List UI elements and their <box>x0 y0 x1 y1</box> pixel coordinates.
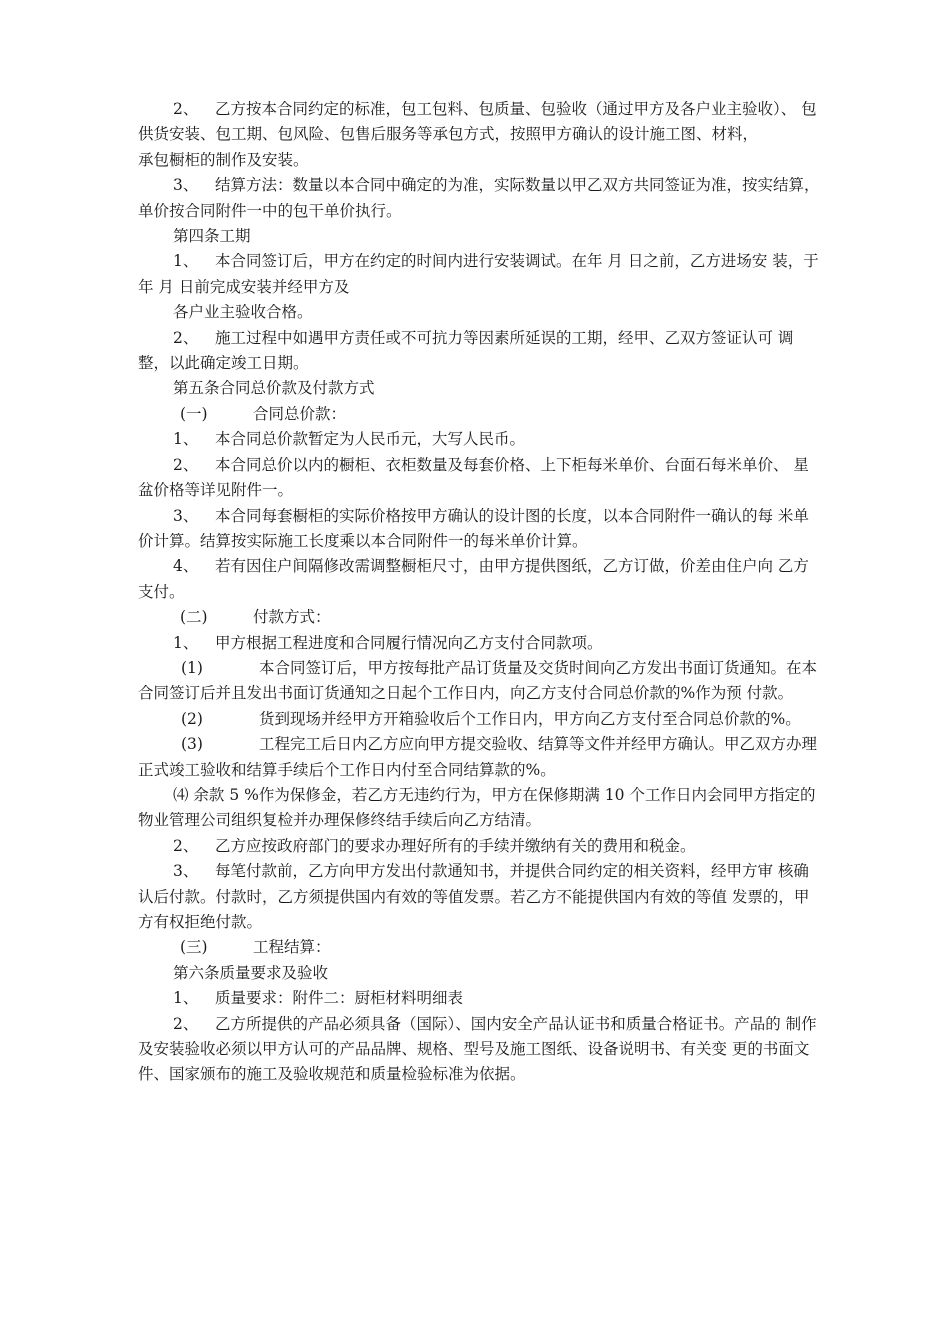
subsection-title: 付款方式： <box>253 608 331 627</box>
item-number: 2、 <box>173 100 199 118</box>
item-number: 1、 <box>173 633 199 652</box>
item-number: 1、 <box>173 989 199 1008</box>
paragraph-text: 工程完工后日内乙方应向甲方提交验收、结算等文件并经甲方确认。甲乙双方办理 正式竣工验收和结算手续后个工作日内付至合同结算款的%。 <box>138 735 818 779</box>
item-number: 3、 <box>173 506 199 525</box>
paragraph <box>138 453 824 504</box>
paragraph-text: 若有因住户间隔修改需调整橱柜尺寸，由甲方提供图纸，乙方订做，价差由住户向 乙方支付。 <box>138 557 809 601</box>
paragraph <box>138 504 824 555</box>
subsection-heading <box>138 605 824 630</box>
item-number: 4、 <box>173 557 199 576</box>
paragraph-text: 承包橱柜的制作及安装。 <box>138 150 309 169</box>
paragraph-text: 各户业主验收合格。 <box>173 303 313 322</box>
paragraph <box>138 656 824 707</box>
section-heading: 第六条质量要求及验收 <box>173 963 329 982</box>
section-heading: 第四条工期 <box>173 227 251 246</box>
subsection-heading <box>138 402 824 427</box>
subsection-number: (一) <box>180 404 208 423</box>
paragraph <box>138 300 824 325</box>
item-number: 3、 <box>173 862 199 881</box>
paragraph <box>138 834 824 859</box>
paragraph <box>138 427 824 452</box>
paragraph-text: 结算方法：数量以本合同中确定的为准，实际数量以甲乙双方共同签证为准，按实结算，单价按合同附件一中的包干单价执行。 <box>138 176 820 220</box>
item-number: 3、 <box>173 176 199 195</box>
subsection-heading <box>138 935 824 960</box>
paragraph <box>138 249 824 300</box>
item-number: (3) <box>181 735 203 754</box>
item-number: 1、 <box>173 430 199 449</box>
paragraph <box>138 707 824 732</box>
paragraph <box>138 554 824 605</box>
item-number: 2、 <box>173 836 199 855</box>
item-number: 2、 <box>173 1014 199 1033</box>
paragraph-text: 本合同每套橱柜的实际价格按甲方确认的设计图的长度，以本合同附件一确认的每 米单价计算。结算按实际施工长度乘以本合同附件一的每米单价计算。 <box>138 506 809 550</box>
paragraph <box>138 326 824 377</box>
item-number: (1) <box>181 658 203 677</box>
item-number: 2、 <box>173 455 199 474</box>
item-number: 1、 <box>173 252 199 271</box>
section-heading: 第五条合同总价款及付款方式 <box>173 379 375 398</box>
paragraph <box>138 173 824 224</box>
paragraph-text: 本合同总价款暂定为人民币元，大写人民币。 <box>215 430 526 449</box>
paragraph-text: 每笔付款前，乙方向甲方发出付款通知书，并提供合同约定的相关资料，经甲方审 核确认后付款。付款时，乙方须提供国内有效的等值发票。若乙方不能提供国内有效的等值 发票的，甲方有权拒绝付款。 <box>138 862 810 931</box>
paragraph-text: 本合同签订后，甲方在约定的时间内进行安装调试。在年 月 日之前，乙方进场安 装，于年 月 日前完成安装并经甲方及 <box>138 252 819 296</box>
subsection-number: (二) <box>180 608 208 627</box>
paragraph <box>138 631 824 656</box>
paragraph-text: 乙方应按政府部门的要求办理好所有的手续并缴纳有关的费用和税金。 <box>215 836 696 855</box>
item-number: (2) <box>181 709 203 728</box>
paragraph <box>138 732 824 783</box>
paragraph-text: 货到现场并经甲方开箱验收后个工作日内，甲方向乙方支付至合同总价款的%。 <box>259 709 801 728</box>
document-body <box>138 97 824 1088</box>
paragraph-text: 本合同签订后，甲方按每批产品订货量及交货时间向乙方发出书面订货通知。在本 合同签订后并且发出书面订货通知之日起个工作日内，向乙方支付合同总价款的%作为预 付款。 <box>138 658 818 703</box>
subsection-number: (三) <box>180 938 208 957</box>
paragraph <box>138 97 824 148</box>
subsection-title: 合同总价款： <box>253 404 347 423</box>
subsection-title: 工程结算： <box>253 938 331 957</box>
paragraph-text: 施工过程中如遇甲方责任或不可抗力等因素所延误的工期，经甲、乙双方签证认可 调整，以此确定竣工日期。 <box>138 328 794 373</box>
item-number: 2、 <box>173 328 199 347</box>
paragraph <box>138 859 824 935</box>
paragraph-text: 乙方按本合同约定的标准，包工包料、包质量、包验收（通过甲方及各户业主验收）、 包供货安装、包工期、包风险、包售后服务等承包方式，按照甲方确认的设计施工图、材料， <box>138 100 817 144</box>
paragraph-text: 质量要求：附件二：厨柜材料明细表 <box>215 989 464 1008</box>
paragraph-text: ⑷ 余款 5 %作为保修金，若乙方无违约行为，甲方在保修期满 10 个工作日内会同甲方指定的物业管理公司组织复检并办理保修终结手续后向乙方结清。 <box>138 785 816 830</box>
paragraph <box>138 783 824 834</box>
paragraph <box>138 148 824 173</box>
paragraph <box>138 986 824 1011</box>
paragraph <box>138 1012 824 1088</box>
paragraph-text: 本合同总价以内的橱柜、衣柜数量及每套价格、上下柜每米单价、台面石每米单价、 星盆价格等详见附件一。 <box>138 455 809 500</box>
paragraph-text: 乙方所提供的产品必须具备（国际）、国内安全产品认证书和质量合格证书。产品的 制作及安装验收必须以甲方认可的产品品牌、规格、型号及施工图纸、设备说明书、有关变 更的书面文件、国家颁布的施工及验收规范和质量检验标准为依据。 <box>138 1014 817 1084</box>
paragraph-text: 甲方根据工程进度和合同履行情况向乙方支付合同款项。 <box>215 633 603 652</box>
